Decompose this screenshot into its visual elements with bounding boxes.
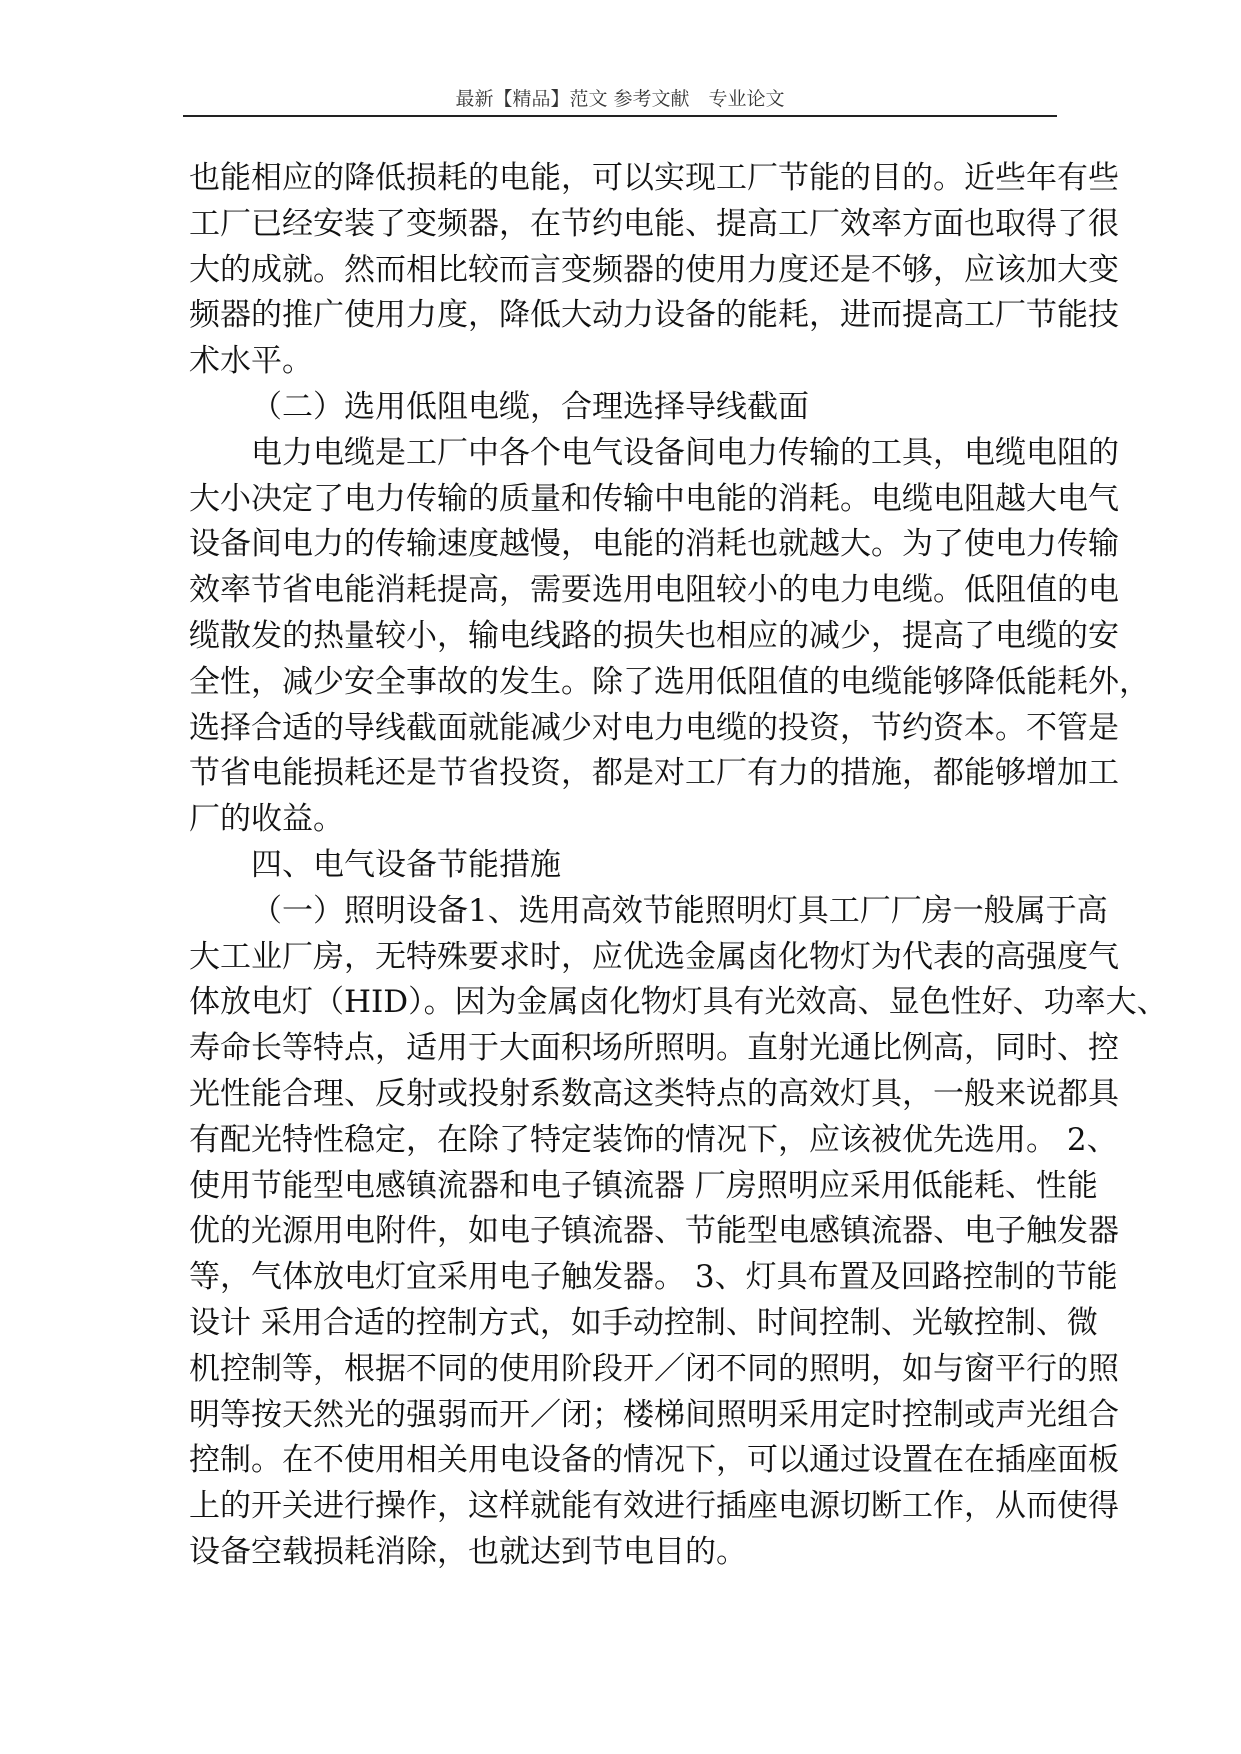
text-line: 频器的推广使用力度，降低大动力设备的能耗，进而提高工厂节能技 [189, 297, 1119, 334]
paragraph [189, 431, 1150, 843]
text-line: 优的光源用电附件，如电子镇流器、节能型电感镇流器、电子触发器 [189, 1213, 1119, 1250]
text-line: （一）照明设备1、选用高效节能照明灯具工厂厂房一般属于高 [251, 892, 1108, 929]
text-line: 机控制等，根据不同的使用阶段开／闭不同的照明，如与窗平行的照 [189, 1350, 1119, 1387]
text-line: 设备空载损耗消除，也就达到节电目的。 [189, 1533, 747, 1570]
text-line: 光性能合理、反射或投射系数高这类特点的高效灯具，一般来说都具 [189, 1075, 1119, 1112]
header-rule [183, 115, 1057, 117]
section-heading [189, 843, 1061, 889]
text-line: 使用节能型电感镇流器和电子镇流器 厂房照明应采用低能耗、性能 [189, 1167, 1098, 1204]
paragraph [189, 156, 1119, 385]
text-line: 电力电缆是工厂中各个电气设备间电力传输的工具，电缆电阻的 [251, 434, 1119, 471]
text-line: 有配光特性稳定，在除了特定装饰的情况下，应该被优先选用。 2、 [189, 1121, 1118, 1158]
text-line: 厂的收益。 [189, 801, 344, 838]
section-heading [189, 385, 1061, 431]
heading-text: （二）选用低阻电缆，合理选择导线截面 [251, 388, 809, 425]
text-line: 寿命长等特点，适用于大面积场所照明。直射光通比例高，同时、控 [189, 1030, 1119, 1067]
text-line: 设备间电力的传输速度越慢，电能的消耗也就越大。为了使电力传输 [189, 526, 1119, 563]
text-line: 效率节省电能消耗提高，需要选用电阻较小的电力电缆。低阻值的电 [189, 572, 1119, 609]
text-line: 节省电能损耗还是节省投资，都是对工厂有力的措施，都能够增加工 [189, 755, 1119, 792]
text-line: 缆散发的热量较小，输电线路的损失也相应的减少，提高了电缆的安 [189, 617, 1119, 654]
text-line: 控制。在不使用相关用电设备的情况下，可以通过设置在在插座面板 [189, 1442, 1119, 1479]
text-line: 术水平。 [189, 343, 313, 380]
text-line: 也能相应的降低损耗的电能，可以实现工厂节能的目的。近些年有些 [189, 160, 1119, 196]
document-body [189, 156, 1168, 1576]
text-line: 大小决定了电力传输的质量和传输中电能的消耗。电缆电阻越大电气 [189, 480, 1119, 517]
text-line: 上的开关进行操作，这样就能有效进行插座电源切断工作，从而使得 [189, 1488, 1119, 1525]
text-line: 体放电灯（HID）。因为金属卤化物灯具有光效高、显色性好、功率大、 [189, 984, 1168, 1021]
text-line: 选择合适的导线截面就能减少对电力电缆的投资，节约资本。不管是 [189, 709, 1119, 746]
text-line: 设计 采用合适的控制方式，如手动控制、时间控制、光敏控制、微 [189, 1304, 1098, 1341]
text-line: 大的成就。然而相比较而言变频器的使用力度还是不够，应该加大变 [189, 251, 1119, 288]
text-line: 大工业厂房，无特殊要求时，应优选金属卤化物灯为代表的高强度气 [189, 938, 1119, 975]
text-line: 全性，减少安全事故的发生。除了选用低阻值的电缆能够降低能耗外， [189, 663, 1150, 700]
heading-text: 四、电气设备节能措施 [251, 846, 561, 883]
text-line: 明等按天然光的强弱而开／闭；楼梯间照明采用定时控制或声光组合 [189, 1396, 1119, 1433]
text-line: 等，气体放电灯宜采用电子触发器。 3、灯具布置及回路控制的节能 [189, 1259, 1118, 1296]
text-line: 工厂已经安装了变频器，在节约电能、提高工厂效率方面也取得了很 [189, 205, 1119, 242]
page-header: 最新【精品】范文 参考文献 专业论文 [455, 88, 785, 110]
paragraph [189, 889, 1168, 1576]
